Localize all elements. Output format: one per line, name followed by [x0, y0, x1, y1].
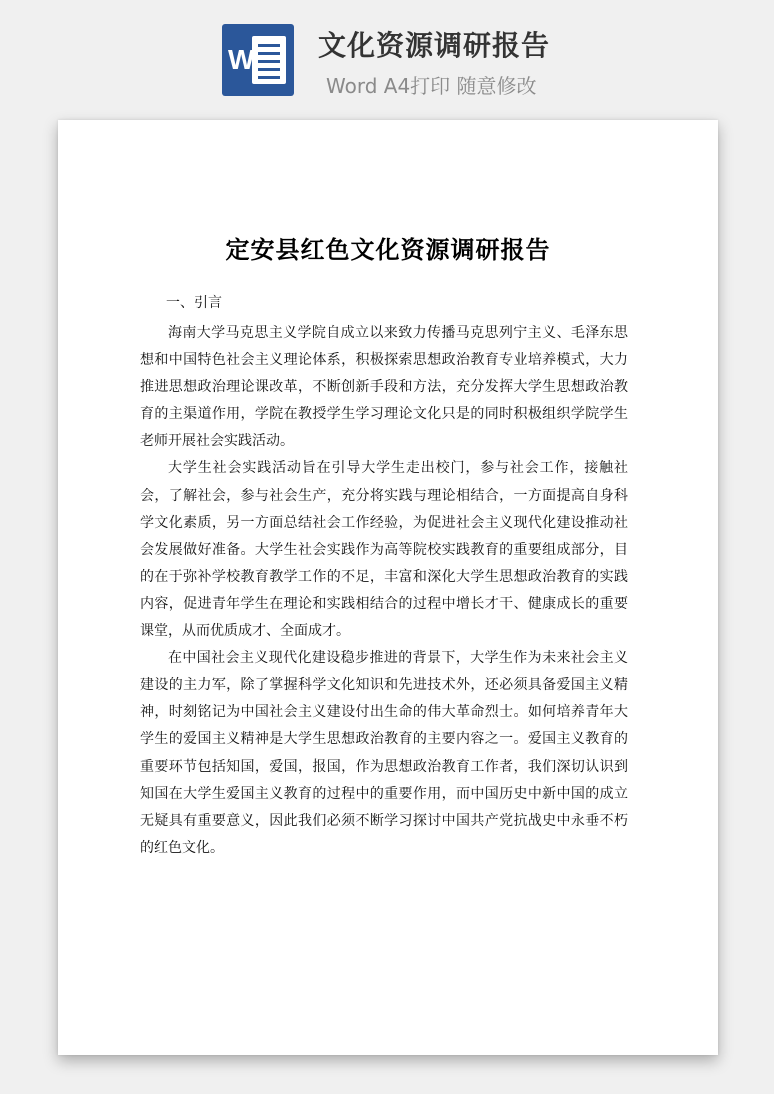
- section-heading: 一、引言: [166, 295, 222, 311]
- word-icon-letter: W: [228, 44, 255, 75]
- word-document-icon: [222, 24, 294, 96]
- document-page: [58, 120, 718, 1055]
- paragraph: 在中国社会主义现代化建设稳步推进的背景下，大学生作为未来社会主义建设的主力军，除了掌握科学文化知识和先进技术外，还必须具备爱国主义精神，时刻铭记为中国社会主义建设付出生命的伟大革命烈士。如何培养青年大学生的爱国主义精神是大学生思想政治教育的主要内容之一。爱国主义教育的重要环节包括知国，爱国，报国，作为思想政治教育工作者，我们深切认识到知国在大学生爱国主义教育的过程中的重要作用，而中国历史中新中国的成立无疑具有重要意义，因此我们必须不断学习探讨中国共产党抗战史中永垂不朽的红色文化。: [140, 650, 628, 856]
- promo-header: [0, 0, 774, 110]
- header-title: 文化资源调研报告: [318, 29, 551, 62]
- document-page-graphic: [252, 36, 286, 84]
- document-title: 定安县红色文化资源调研报告: [225, 235, 551, 264]
- paragraph: 大学生社会实践活动旨在引导大学生走出校门，参与社会工作，接触社会，了解社会，参与社会生产，充分将实践与理论相结合，一方面提高自身科学文化素质，另一方面总结社会工作经验，为促进社会主义现代化建设推动社会发展做好准备。大学生社会实践作为高等院校实践教育的重要组成部分，目的在于弥补学校教育教学工作的不足，丰富和深化大学生思想政治教育的实践内容，促进青年学生在理论和实践相结合的过程中增长才干、健康成长的重要课堂，从而优质成才、全面成才。: [140, 460, 628, 640]
- header-subtitle: Word A4打印 随意修改: [326, 74, 537, 98]
- paragraph: 海南大学马克思主义学院自成立以来致力传播马克思列宁主义、毛泽东思想和中国特色社会主义理论体系，积极探索思想政治教育专业培养模式，大力推进思想政治理论课改革，不断创新手段和方法，充分发挥大学生思想政治教育的主渠道作用，学院在教授学生学习理论文化只是的同时积极组织学院学生老师开展社会实践活动。: [140, 325, 628, 450]
- document-body: [140, 320, 628, 862]
